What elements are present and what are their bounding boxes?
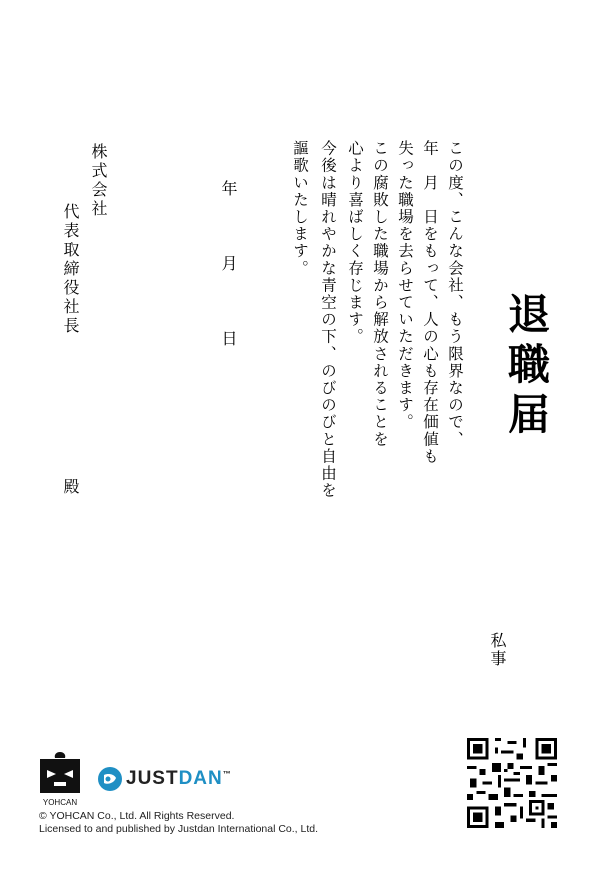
justdan-tm: ™	[222, 769, 232, 779]
yohcan-logo-text: YOHCAN	[42, 798, 78, 807]
recipient-honorific: 殿	[61, 478, 80, 494]
qr-code-icon	[467, 738, 557, 828]
body-line-4: この腐敗した職場から解放されることを	[371, 140, 389, 448]
document-title: 退職届	[502, 292, 551, 442]
date-year-label: 年	[219, 180, 238, 196]
license-text: Licensed to and published by Justdan International Co., Ltd.	[39, 823, 319, 835]
date-month-label: 月	[219, 255, 238, 271]
recipient-representative: 代表取締役社長	[61, 203, 80, 336]
justdan-mark-icon	[97, 766, 123, 792]
body-line-2: 年 月 日をもって、人の心も存在価値も	[421, 140, 439, 465]
justdan-logo	[97, 766, 232, 792]
body-line-7: 謳歌いたします。	[291, 140, 309, 277]
recipient-company: 株式会社	[89, 143, 108, 219]
justdan-just: JUST	[126, 768, 179, 789]
private-matter-label: 私事	[488, 632, 507, 668]
body-line-6: 今後は晴れやかな青空の下、のびのびと自由を	[319, 140, 337, 500]
justdan-wordmark	[126, 768, 232, 790]
date-day-label: 日	[219, 330, 238, 346]
body-line-3: 失った職場を去らせていただきます。	[396, 140, 414, 431]
justdan-dan: DAN	[178, 768, 223, 789]
copyright-text: © YOHCAN Co., Ltd. All Rights Reserved.	[39, 810, 235, 822]
footer	[0, 730, 602, 874]
body-line-5: 心より喜ばしく存じます。	[346, 140, 364, 346]
yohcan-logo	[38, 750, 82, 808]
body-line-1: この度、こんな会社、もう限界なので、	[446, 140, 464, 448]
